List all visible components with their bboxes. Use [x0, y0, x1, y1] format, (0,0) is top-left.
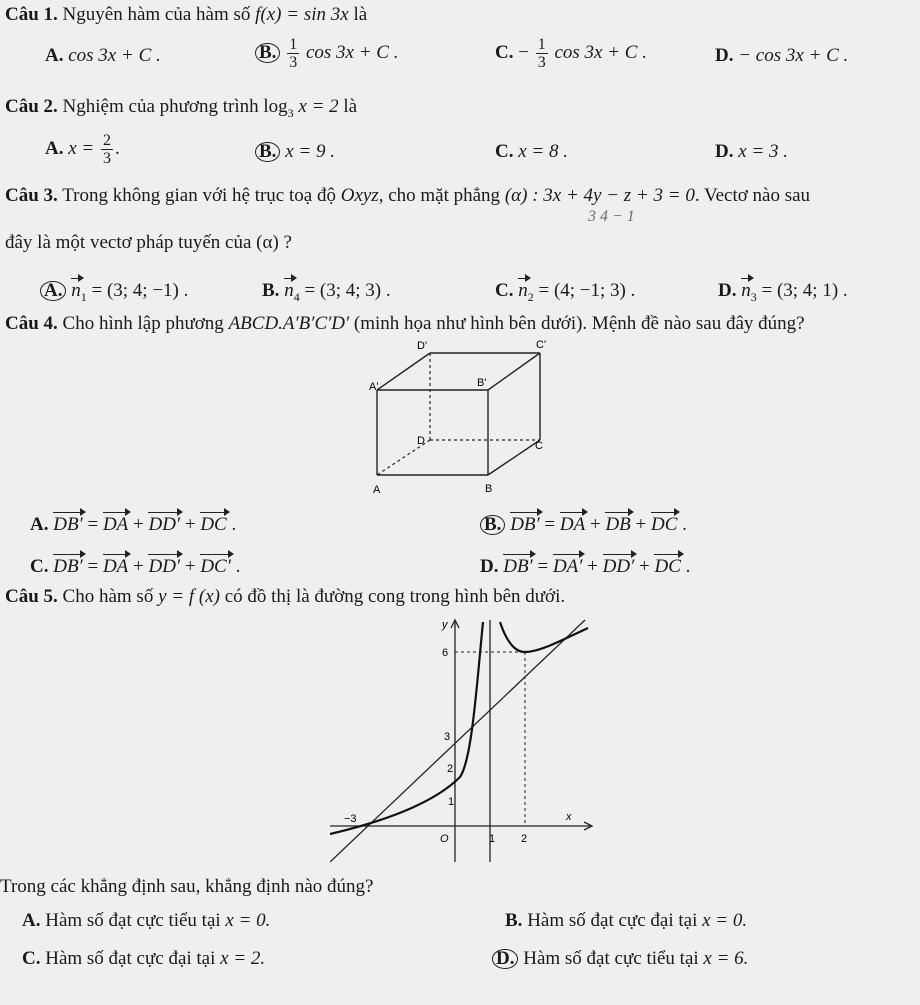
- q4-b-key: B.: [480, 515, 505, 535]
- tick-3: 3: [444, 731, 451, 743]
- q3-c-text: = (4; −1; 3) .: [538, 280, 636, 301]
- x-axis-label: x: [566, 811, 572, 823]
- q2-d-text: x = 3 .: [738, 141, 788, 162]
- q3-text-2: , cho mặt phẳng: [378, 185, 501, 206]
- q2-option-a[interactable]: [45, 132, 120, 167]
- q4-a-lhs: DB′: [53, 514, 83, 535]
- q3-d-vector: n: [741, 280, 751, 301]
- q1-text: Nguyên hàm của hàm số: [62, 4, 251, 25]
- q4-b-lhs: DB′: [510, 514, 540, 535]
- q3-oxyz: Oxyz: [340, 185, 379, 206]
- q3-c-key: C.: [495, 280, 514, 301]
- q3-text-3: . Vectơ nào sau: [694, 185, 811, 206]
- q5-question: Trong các khẳng định sau, khẳng định nào đúng?: [0, 876, 374, 897]
- q5-text-2: có đồ thị là đường cong trong hình bên dưới.: [224, 586, 566, 607]
- q2-a-fraction: [101, 132, 113, 167]
- q5-d-text: Hàm số đạt cực tiểu tại: [523, 948, 699, 969]
- q5-option-a[interactable]: [22, 910, 270, 932]
- q4-b-v2: DB: [605, 514, 631, 535]
- tick-1: 1: [448, 796, 455, 808]
- q1-d-key: D.: [715, 45, 734, 66]
- q5-function: y = f (x): [158, 586, 220, 607]
- cube-figure: [355, 335, 565, 505]
- q1-a-text: cos 3x + C .: [68, 45, 161, 66]
- q2-option-d[interactable]: [715, 141, 788, 163]
- curve-left-branch: [330, 622, 483, 834]
- q3-option-b[interactable]: [262, 280, 391, 305]
- q2-label: Câu 2.: [5, 96, 58, 117]
- q5-option-d[interactable]: [492, 948, 748, 970]
- tick-minus-3: −3: [344, 813, 357, 825]
- q2-b-key: B.: [255, 142, 280, 162]
- q2-log-base: 3: [287, 105, 294, 120]
- q2-stem: [5, 96, 357, 121]
- label-a-prime: A': [369, 381, 379, 393]
- q4-option-d[interactable]: D. DB′ = DA′ + DD′ + DC .: [480, 556, 691, 577]
- tick-x-2: 2: [521, 833, 528, 845]
- origin-label: O: [440, 833, 449, 845]
- q5-a-key: A.: [22, 910, 41, 931]
- q5-option-c[interactable]: [22, 948, 265, 970]
- q5-a-math: x = 0.: [225, 910, 271, 931]
- q3-c-sub: 2: [527, 289, 534, 304]
- q2-option-c[interactable]: [495, 141, 568, 163]
- q5-d-math: x = 6.: [703, 948, 749, 969]
- q5-stem: [5, 586, 565, 608]
- q1-b-den: 3: [289, 54, 298, 71]
- q1-c-text: cos 3x + C .: [554, 41, 647, 63]
- q2-eq-tail: x = 2: [298, 96, 339, 117]
- q2-a-key: A.: [45, 137, 64, 159]
- q1-option-d[interactable]: [715, 45, 848, 67]
- q4-c-lhs: DB′: [53, 556, 83, 577]
- q3-d-sub: 3: [750, 289, 757, 304]
- q4-c-v2: DD′: [148, 556, 181, 577]
- q3-d-key: D.: [718, 280, 737, 301]
- q2-a-den: 3: [103, 150, 111, 167]
- q1-option-b[interactable]: [255, 36, 398, 71]
- q4-cube: ABCD.A′B′C′D′: [228, 313, 350, 334]
- q4-text-1: Cho hình lập phương: [62, 313, 224, 334]
- q5-option-b[interactable]: [505, 910, 747, 932]
- q1-b-key: B.: [255, 43, 280, 63]
- q4-b-v3: DC: [650, 514, 678, 535]
- q4-c-key: C.: [30, 556, 49, 577]
- q3-b-vector: n: [284, 280, 294, 301]
- q3-c-vector: n: [518, 280, 528, 301]
- label-d-prime: D': [417, 340, 428, 352]
- y-axis-label: y: [442, 619, 448, 631]
- label-c-prime: C': [536, 339, 547, 351]
- q2-a-dot: .: [115, 137, 120, 159]
- q4-text-2: (minh họa như hình bên dưới). Mệnh đề nào sau đây đúng?: [353, 313, 805, 334]
- label-c: C: [535, 440, 543, 452]
- q5-text-1: Cho hàm số: [62, 586, 154, 607]
- q1-c-sign: −: [518, 41, 529, 63]
- q5-b-key: B.: [505, 910, 523, 931]
- q5-label: Câu 5.: [5, 586, 58, 607]
- q1-c-fraction: [536, 36, 548, 71]
- q1-option-c[interactable]: [495, 36, 647, 71]
- q2-c-text: x = 8 .: [518, 141, 568, 162]
- function-graph: [330, 612, 595, 867]
- q3-d-text: = (3; 4; 1) .: [761, 280, 848, 301]
- q3-pencil-note: 3 4 − 1: [588, 208, 635, 225]
- q1-tail: là: [353, 4, 368, 25]
- q3-text-1: Trong không gian với hệ trục toạ độ: [62, 185, 336, 206]
- q3-label: Câu 3.: [5, 185, 58, 206]
- q3-option-a[interactable]: [40, 280, 188, 305]
- q3-b-text: = (3; 4; 3) .: [304, 280, 391, 301]
- q1-label: Câu 1.: [5, 4, 58, 25]
- q4-c-v1: DA: [102, 556, 129, 577]
- q1-c-key: C.: [495, 41, 514, 63]
- q4-label: Câu 4.: [5, 313, 58, 334]
- q2-b-text: x = 9 .: [285, 141, 335, 162]
- q5-c-text: Hàm số đạt cực đại tại: [45, 948, 216, 969]
- q4-c-v3: DC′: [200, 556, 231, 577]
- q1-c-den: 3: [537, 54, 546, 71]
- q3-option-d[interactable]: [718, 280, 848, 305]
- q4-d-v2: DD′: [602, 556, 635, 577]
- q5-a-text: Hàm số đạt cực tiểu tại: [45, 910, 221, 931]
- label-b: B: [485, 483, 493, 495]
- q1-c-num: 1: [537, 36, 546, 53]
- q3-option-c[interactable]: [495, 280, 635, 305]
- q1-stem: [5, 4, 367, 26]
- q3-line-2: đây là một vectơ pháp tuyến của (α) ?: [5, 232, 292, 253]
- q1-option-a[interactable]: [45, 45, 161, 67]
- q2-c-key: C.: [495, 141, 514, 162]
- q4-option-b[interactable]: B. DB′ = DA + DB + DC .: [480, 514, 687, 536]
- q2-tail: là: [343, 96, 358, 117]
- q3-stem: [5, 185, 810, 207]
- q2-a-lhs: x =: [68, 137, 95, 159]
- q5-b-text: Hàm số đạt cực đại tại: [527, 910, 698, 931]
- q1-a-key: A.: [45, 45, 64, 66]
- q3-a-sub: 1: [80, 289, 87, 304]
- q3-a-key: A.: [40, 281, 66, 301]
- tick-x-1: 1: [489, 833, 496, 845]
- q5-b-math: x = 0.: [702, 910, 748, 931]
- q4-a-v1: DA: [102, 514, 129, 535]
- q4-stem: [5, 313, 805, 335]
- q4-b-v1: DA: [559, 514, 586, 535]
- tick-2: 2: [447, 763, 454, 775]
- q1-function: f(x) = sin 3x: [255, 4, 349, 25]
- q4-option-c[interactable]: C. DB′ = DA + DD′ + DC′ .: [30, 556, 241, 577]
- q3-a-vector: n: [71, 280, 81, 301]
- q4-option-a[interactable]: A. DB′ = DA + DD′ + DC .: [30, 514, 237, 535]
- q4-d-v3: DC: [654, 556, 681, 577]
- q3-plane: (α) : 3x + 4y − z + 3 = 0: [504, 185, 695, 206]
- q1-b-text: cos 3x + C .: [305, 41, 399, 63]
- q1-b-num: 1: [289, 36, 298, 53]
- q4-a-v2: DD′: [148, 514, 181, 535]
- q2-d-key: D.: [715, 141, 734, 162]
- q3-a-text: = (3; 4; −1) .: [91, 280, 189, 301]
- curve-right-branch: [500, 622, 588, 652]
- q2-a-num: 2: [103, 132, 111, 149]
- q4-d-lhs: DB′: [503, 556, 533, 577]
- q2-text: Nghiệm của phương trình: [62, 96, 259, 117]
- q3-b-sub: 4: [293, 289, 300, 304]
- q5-c-key: C.: [22, 948, 41, 969]
- q1-b-fraction: [287, 36, 299, 71]
- q5-d-key: D.: [492, 949, 518, 969]
- q5-c-math: x = 2.: [220, 948, 266, 969]
- label-d: D: [417, 435, 425, 447]
- label-b-prime: B': [477, 377, 487, 389]
- q4-d-v1: DA′: [552, 556, 583, 577]
- q2-option-b[interactable]: [255, 141, 335, 163]
- q4-a-v3: DC: [200, 514, 227, 535]
- q1-d-text: − cos 3x + C .: [738, 45, 849, 66]
- q4-d-key: D.: [480, 556, 499, 577]
- tick-6: 6: [442, 647, 449, 659]
- q2-log: log: [263, 96, 288, 117]
- q4-a-key: A.: [30, 514, 49, 535]
- label-a: A: [373, 484, 381, 496]
- q3-b-key: B.: [262, 280, 280, 301]
